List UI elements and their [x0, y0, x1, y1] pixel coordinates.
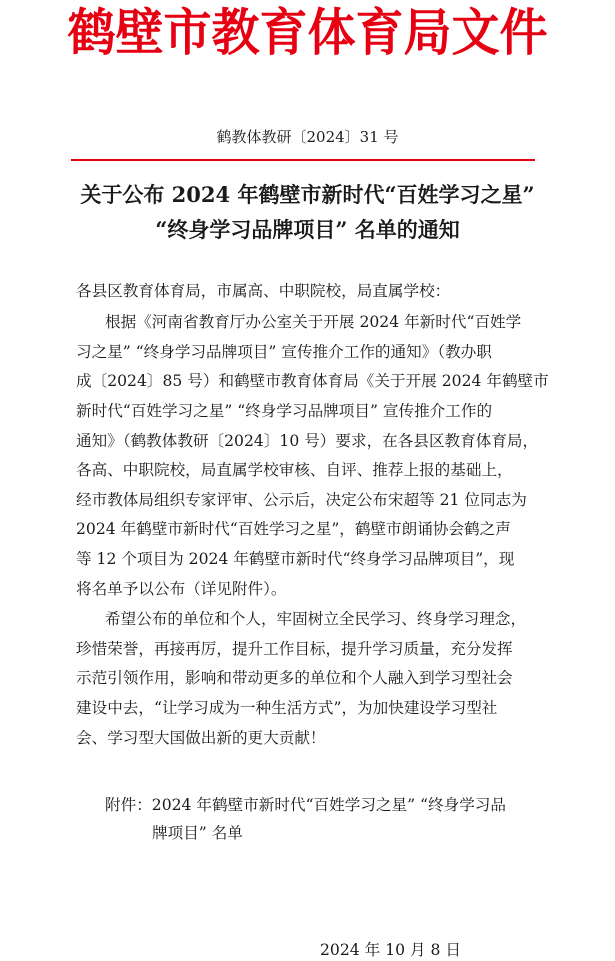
- issue-date: 2024 年 10 月 8 日: [320, 941, 462, 959]
- document-number: 鹤教体教研〔2024〕31 号: [216, 128, 399, 146]
- notice-title-line-1: 关于公布 2024 年鹤壁市新时代“百姓学习之星”: [80, 182, 535, 207]
- paragraph1-line: 通知》（鹤教体教研〔2024〕10 号）要求，在各县区教育体育局，: [76, 432, 539, 450]
- paragraph2-line: 建设中去，“让学习成为一种生活方式”，为加快建设学习型社: [76, 699, 498, 717]
- paragraph1-line: 将名单予以公布（详见附件）。: [76, 580, 287, 598]
- attachment-line-2: 牌项目” 名单: [152, 824, 243, 842]
- paragraph1-line: 各高、中职院校，局直属学校审核、自评、推荐上报的基础上，: [76, 461, 513, 479]
- paragraph2-line: 珍惜荣誉，再接再厉，提升工作目标，提升学习质量，充分发挥: [76, 640, 513, 658]
- red-letterhead-title: 鹤壁市教育体育局文件: [67, 3, 548, 63]
- paragraph1-line: 等 12 个项目为 2024 年鹤壁市新时代“终身学习品牌项目”，现: [76, 550, 515, 568]
- paragraph1-line: 经市教体局组织专家评审、公示后，决定公布宋超等 21 位同志为: [76, 491, 527, 509]
- paragraph2-line: 希望公布的单位和个人，牢固树立全民学习、终身学习理念，: [105, 610, 527, 628]
- paragraph2-line: 示范引领作用，影响和带动更多的单位和个人融入到学习型社会: [76, 669, 513, 687]
- notice-title-line-2: “终身学习品牌项目” 名单的通知: [155, 217, 460, 242]
- paragraph1-line: 习之星” “终身学习品牌项目” 宣传推介工作的通知》（教办职: [76, 343, 492, 361]
- paragraph1-line: 2024 年鹤壁市新时代“百姓学习之星”，鹤壁市朗诵协会鹤之声: [76, 520, 511, 538]
- paragraph1-line: 根据《河南省教育厅办公室关于开展 2024 年新时代“百姓学: [105, 313, 522, 331]
- paragraph1-line: 成〔2024〕85 号）和鹤壁市教育体育局《关于开展 2024 年鹤壁市: [76, 372, 549, 390]
- salutation: 各县区教育体育局，市属高、中职院校，局直属学校：: [76, 282, 451, 300]
- paragraph2-line: 会、学习型大国做出新的更大贡献！: [76, 729, 326, 747]
- attachment-line-1: 附件：2024 年鹤壁市新时代“百姓学习之星” “终身学习品: [105, 796, 506, 814]
- paragraph1-line: 新时代“百姓学习之星” “终身学习品牌项目” 宣传推介工作的: [76, 402, 493, 420]
- red-divider-line: [71, 159, 535, 161]
